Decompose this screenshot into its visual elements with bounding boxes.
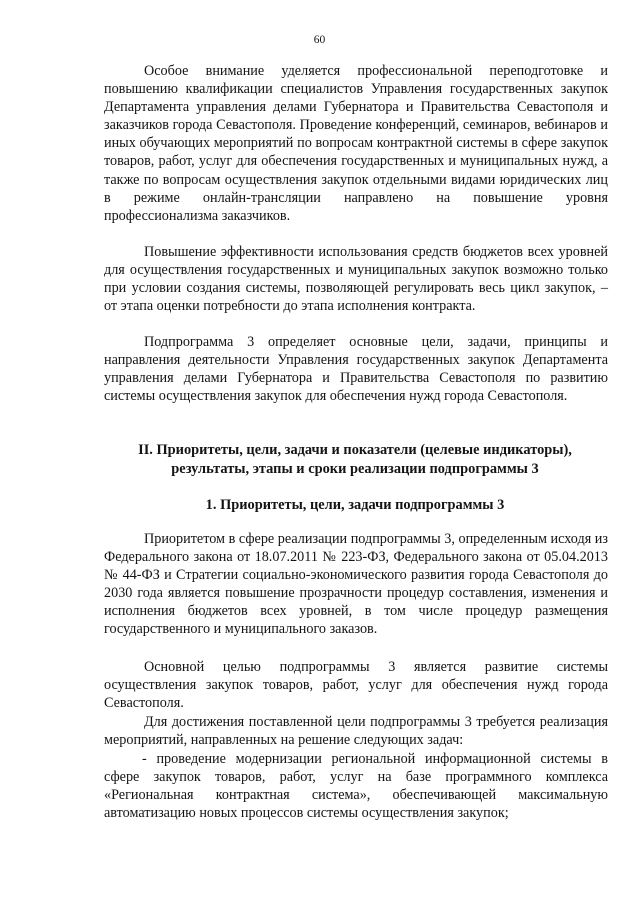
list-item-text: - проведение модернизации региональной информационной системы в сфере закупок товаров, работ, услуг на базе программного комплекса «Региональная контрактная система», обеспечивающей максимальную автоматизацию новых процессов системы осуществления закупок; <box>104 751 608 822</box>
paragraph-subprogram-3 <box>104 333 608 405</box>
subsection-heading: 1. Приоритеты, цели, задачи подпрограммы 3 <box>205 497 505 513</box>
paragraph-main-goal <box>104 658 608 712</box>
list-item-task-1 <box>104 750 608 822</box>
section-heading-line1: II. Приоритеты, цели, задачи и показатели (целевые индикаторы), <box>138 442 572 458</box>
paragraph-text: Для достижения поставленной цели подпрограммы 3 требуется реализация мероприятий, направленных на решение следующих задач: <box>104 714 608 749</box>
section-heading-line2: результаты, этапы и сроки реализации подпрограммы 3 <box>171 460 539 477</box>
paragraph-text: Приоритетом в сфере реализации подпрограммы 3, определенным исходя из Федерального закона от 18.07.2011 № 223-ФЗ, Федерального закона от 05.04.2013 № 44-ФЗ и Стратегии социально-экономического развития города Севастополя до 2030 года является повышение прозрачности процедур составления, изменения и исполнения бюджетов всех уровней, в том числе процедур размещения государственного и муниципального заказов. <box>104 531 608 638</box>
paragraph-priority <box>104 530 608 639</box>
paragraph-training <box>104 62 608 225</box>
paragraph-text: Подпрограмма 3 определяет основные цели, задачи, принципы и направления деятельности Управления государственных закупок Департамента управления делами Губернатора и Правительства Севастополя по развитию системы осуществления закупок для обеспечения нужд города Севастополя. <box>104 334 608 405</box>
section-heading <box>70 441 639 478</box>
paragraph-efficiency <box>104 243 608 315</box>
paragraph-text: Основной целью подпрограммы 3 является развитие системы осуществления закупок товаров, работ, услуг для обеспечения нужд города Севастополя. <box>104 659 608 712</box>
paragraph-tasks-intro <box>104 713 608 749</box>
paragraph-text: Особое внимание уделяется профессиональной переподготовке и повышению квалификации специалистов Управления государственных закупок Департамента управления делами Губернатора и Правительства Севастополя и заказчиков города Севастополя. Проведение конференций, семинаров, вебинаров и иных обучающих мероприятий по вопросам контрактной системы в сфере закупок товаров, работ, услуг для обеспечения государственных и муниципальных нужд, а также по вопросам осуществления закупок отдельными видами юридических лиц в режиме онлайн-трансляции направлено на повышение уровня профессионализма заказчиков. <box>104 63 608 224</box>
page-number: 60 <box>313 34 326 46</box>
paragraph-text: Повышение эффективности использования средств бюджетов всех уровней для осуществления государственных и муниципальных закупок возможно только при условии создания системы, позволяющей регулировать весь цикл закупок, – от этапа оценки потребности до этапа исполнения контракта. <box>104 244 608 315</box>
